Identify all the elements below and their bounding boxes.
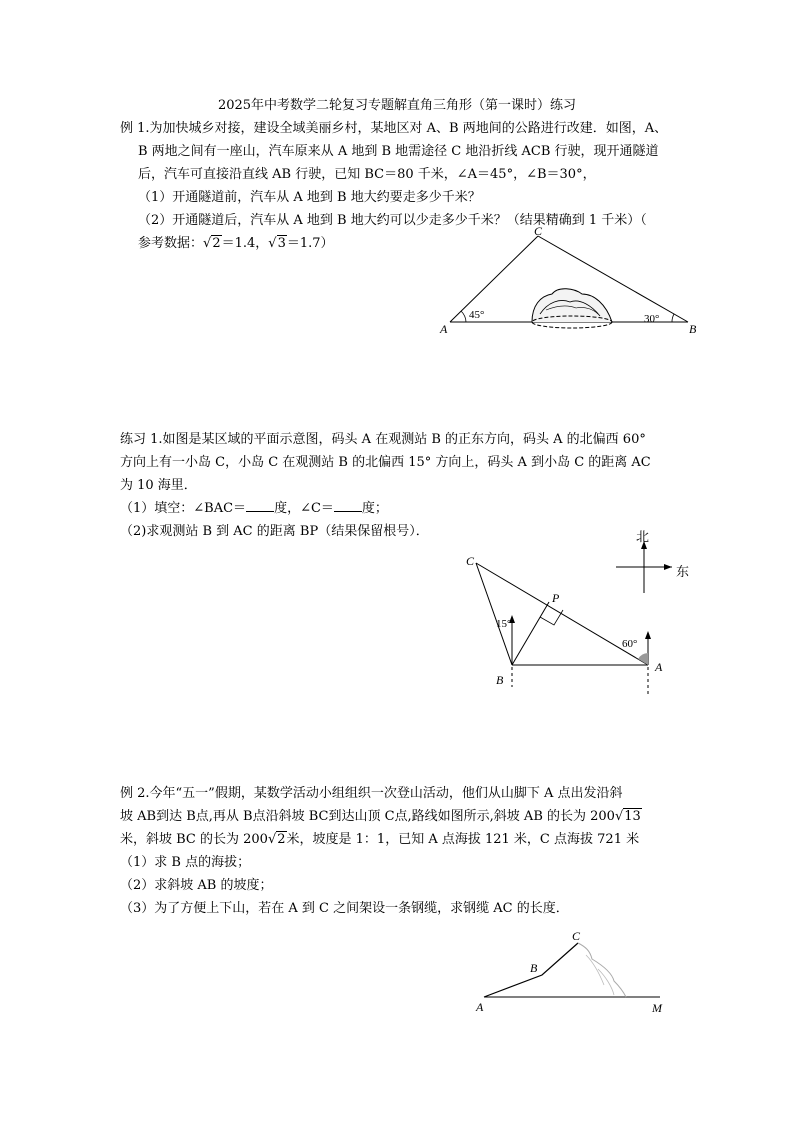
figure-2-observation [460, 525, 700, 705]
label-B: B [689, 322, 697, 336]
text-line: 方向上有一小岛 C，小岛 C 在观测站 B 的北偏西 15° 方向上，码头 A 到小岛 C 的距离 AC [120, 455, 651, 470]
side-AC [450, 236, 538, 322]
text-line: 练习 1.如图是某区域的平面示意图，码头 A 在观测站 B 的正东方向，码头 A 的北偏西 60° [120, 432, 646, 447]
text-line: 米，斜坡 BC 的长为 200√2米，坡度是 1：1，已知 A 点海拔 121 米，C 点海拔 721 米 [120, 828, 685, 851]
mountain-outline [578, 943, 626, 997]
angle-B-arc [672, 314, 674, 322]
sqrt-13: √13 [614, 809, 641, 824]
question-3: （3）为了方便上下山，若在 A 到 C 之间架设一条钢缆，求钢缆 AC 的长度． [120, 901, 569, 916]
text-line: 例 2.今年“五一”假期，某数学活动小组组织一次登山活动，他们从山脚下 A 点出发沿斜 [120, 786, 623, 801]
label-B: B [530, 961, 538, 975]
label-B: B [496, 673, 504, 687]
label-A: A [655, 660, 663, 674]
example-2-text [120, 782, 685, 920]
text-line: 为 10 海里． [120, 478, 197, 493]
sqrt-2: √2 [203, 236, 221, 251]
label-A: A [476, 1000, 484, 1014]
text-line: B 两地之间有一座山，汽车原来从 A 地到 B 地需途径 C 地沿折线 ACB 行驶，现开通隧道 [138, 144, 659, 159]
question-2: （2）求斜坡 AB 的坡度； [120, 878, 273, 893]
label-C: C [534, 224, 543, 238]
sqrt-3: √3 [268, 236, 286, 251]
answer-blank [246, 499, 274, 512]
angle-B-label: 15° [496, 618, 512, 630]
text-line: 例 1.为加快城乡对接，建设全域美丽乡村，某地区对 A、B 两地间的公路进行改建．如图，A、 [120, 121, 668, 136]
angle-A-sector [638, 653, 648, 665]
figure-3-slope [474, 925, 674, 1017]
label-A: A [440, 322, 448, 336]
ref-prefix: 参考数据： [138, 236, 204, 251]
ref-value-2: ＝1.7） [286, 236, 334, 251]
question-1: （1）求 B 点的海拔； [120, 855, 251, 870]
ref-value-1: ＝1.4， [221, 236, 269, 251]
page-title: 2025年中考数学二轮复习专题解直角三角形（第一课时）练习 [217, 98, 577, 113]
label-C: C [572, 929, 581, 943]
question-2: （2)求观测站 B 到 AC 的距离 BP（结果保留根号）． [120, 524, 429, 539]
side-CB [476, 563, 512, 665]
text-line: 后，汽车可直接沿直线 AB 行驶，已知 BC＝80 千米，∠A＝45°，∠B＝30°， [138, 167, 596, 182]
figure-1-triangle [436, 222, 706, 342]
answer-blank [334, 499, 362, 512]
angle-B-label: 30° [644, 313, 660, 325]
sqrt-2: √2 [267, 832, 286, 847]
segment-BP [512, 602, 549, 665]
text-line: 坡 AB到达 B点,再从 B点沿斜坡 BC到达山顶 C点,路线如图所示,斜坡 AB 的长为 200√13 [120, 805, 685, 828]
label-C: C [466, 554, 475, 568]
question-1: （1）填空：∠BAC＝ 度，∠C＝ 度； [120, 501, 388, 516]
compass-icon [616, 529, 689, 593]
question-1: （1）开通隧道前，汽车从 A 地到 B 地大约要走多少千米？ [138, 190, 481, 205]
angle-A-arc [461, 311, 466, 322]
label-P: P [552, 591, 560, 605]
angle-A-label: 45° [469, 309, 485, 321]
question-2: （2）开通隧道后，汽车从 A 地到 B 地大约可以少走多少千米？（结果精确到 1 千米）（ [138, 213, 647, 228]
angle-A-label: 60° [622, 638, 638, 650]
north-label: 北 [636, 529, 650, 544]
east-label: 东 [676, 564, 690, 579]
label-M: M [652, 1001, 662, 1015]
